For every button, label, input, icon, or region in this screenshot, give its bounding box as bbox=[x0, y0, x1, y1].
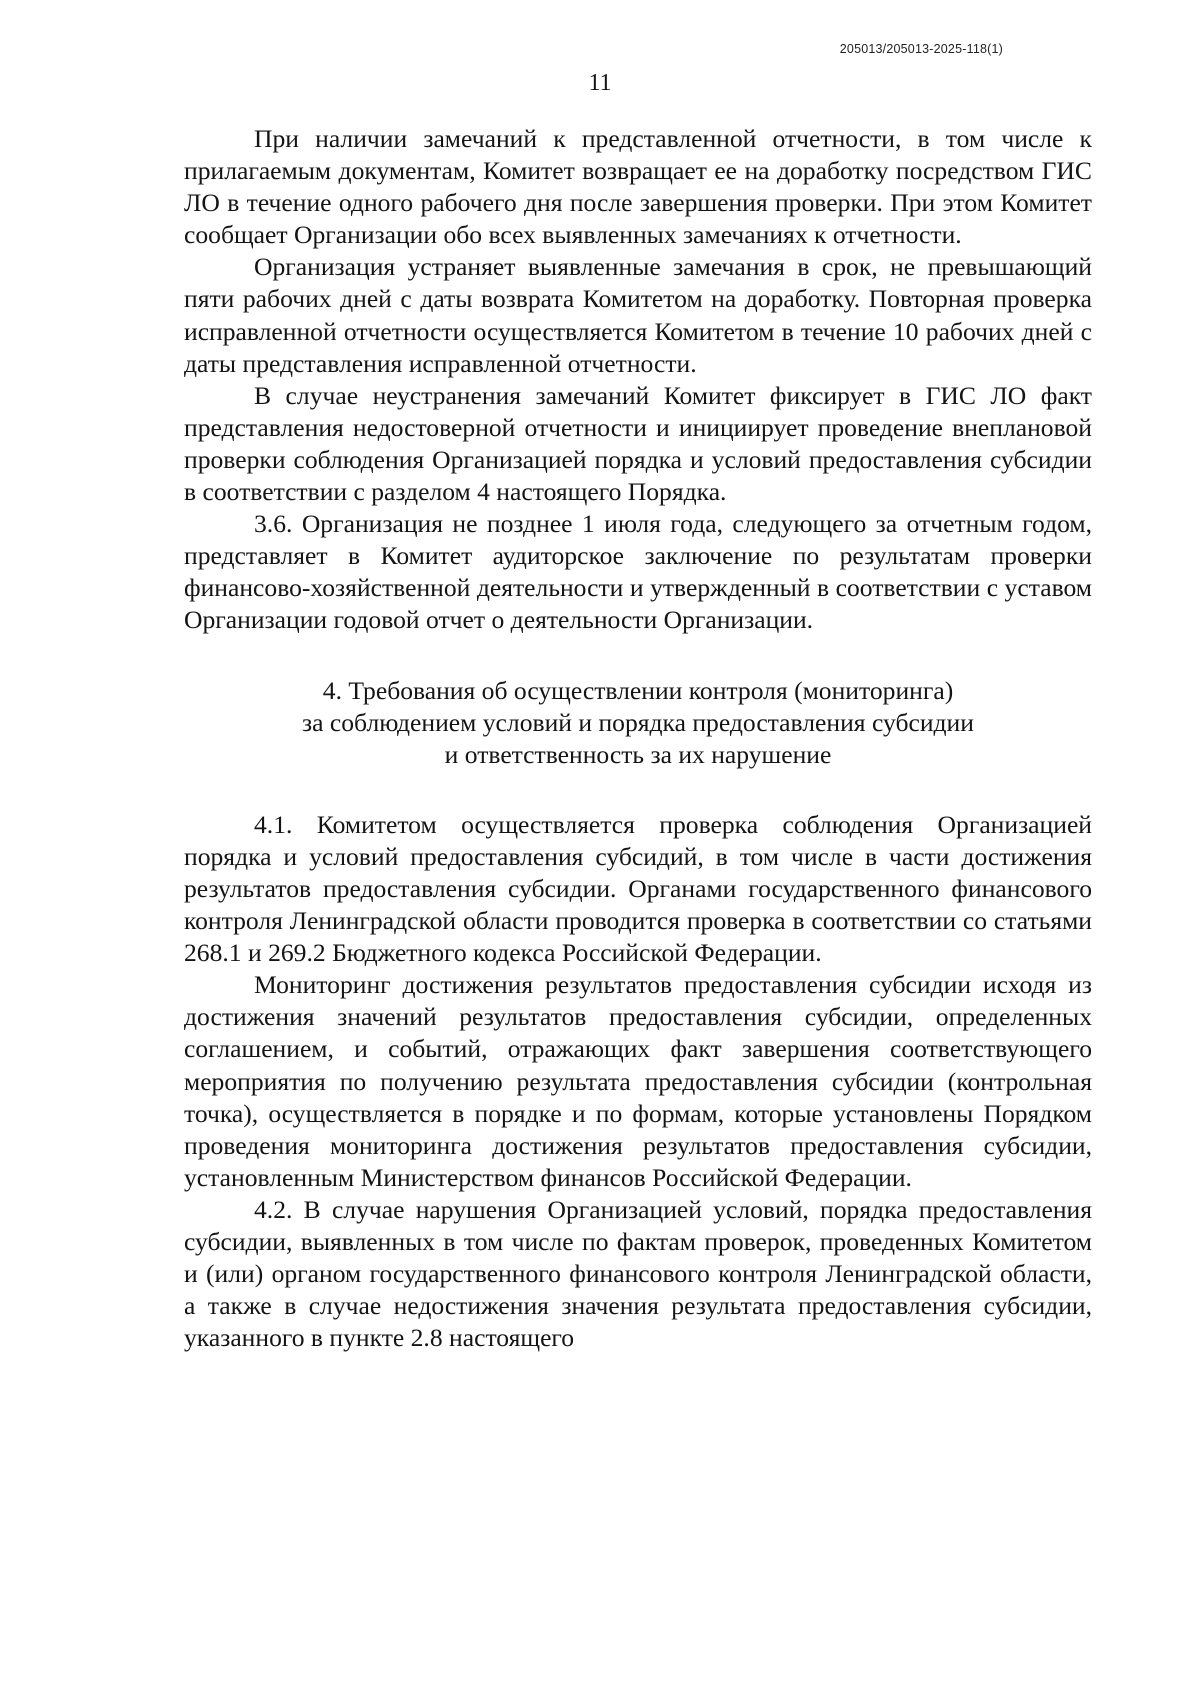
section-heading-line: 4. Требования об осуществлении контроля (мониторинга) bbox=[322, 675, 954, 705]
paragraph-unresolved-remarks: В случае неустранения замечаний Комитет фиксирует в ГИС ЛО факт представления недостоверной отчетности и инициирует проведение внеплановой проверки соблюдения Организацией порядка и условий предоставления субсидии в соответствии с разделом 4 настоящего Порядка. bbox=[184, 380, 1092, 507]
paragraph-4-2: 4.2. В случае нарушения Организацией условий, порядка предоставления субсидии, выявленных в том числе по фактам проверок, проведенных Комитетом и (или) органом государственного финансового контроля Ленинградской области, а также в случае недостижения значения результата предоставления субсидии, указанного в пункте 2.8 настоящего bbox=[184, 1194, 1092, 1353]
paragraph-remarks-return: При наличии замечаний к представленной отчетности, в том числе к прилагаемым документам, Комитет возвращает ее на доработку посредством ГИС ЛО в течение одного рабочего дня после завершения проверки. При этом Комитет сообщает Организации обо всех выявленных замечаниях к отчетности. bbox=[184, 124, 1092, 250]
section-heading-line: за соблюдением условий и порядка предоставления субсидии bbox=[302, 707, 974, 737]
document-body bbox=[184, 123, 1092, 1354]
page-number: 11 bbox=[588, 70, 612, 96]
paragraph-remarks-fix: Организация устраняет выявленные замечания в срок, не превышающий пяти рабочих дней с даты возврата Комитетом на доработку. Повторная проверка исправленной отчетности осуществляется Комитетом в течение 10 рабочих дней с даты представления исправленной отчетности. bbox=[184, 252, 1092, 378]
document-id: 205013/205013-2025-118(1) bbox=[839, 42, 1003, 56]
paragraph-3-6: 3.6. Организация не позднее 1 июля года, следующего за отчетным годом, представляет в Комитет аудиторское заключение по результатам проверки финансово-хозяйственной деятельности и утвержденный в соответствии с уставом Организации годовой отчет о деятельности Организации. bbox=[184, 509, 1092, 635]
paragraph-monitoring: Мониторинг достижения результатов предоставления субсидии исходя из достижения значений результатов предоставления субсидии, определенных соглашением, и событий, отражающих факт завершения соответствующего мероприятия по получению результата предоставления субсидии (контрольная точка), осуществляется в порядке и по формам, которые установлены Порядком проведения мониторинга достижения результатов предоставления субсидии, установленным Министерством финансов Российской Федерации. bbox=[184, 970, 1092, 1192]
paragraph-4-1: 4.1. Комитетом осуществляется проверка соблюдения Организацией порядка и условий предоставления субсидий, в том числе в части достижения результатов предоставления субсидии. Органами государственного финансового контроля Ленинградской области проводится проверка в соответствии со статьями 268.1 и 269.2 Бюджетного кодекса Российской Федерации. bbox=[184, 809, 1092, 968]
section-4-heading bbox=[184, 675, 1092, 771]
section-heading-line: и ответственность за их нарушение bbox=[444, 739, 832, 769]
